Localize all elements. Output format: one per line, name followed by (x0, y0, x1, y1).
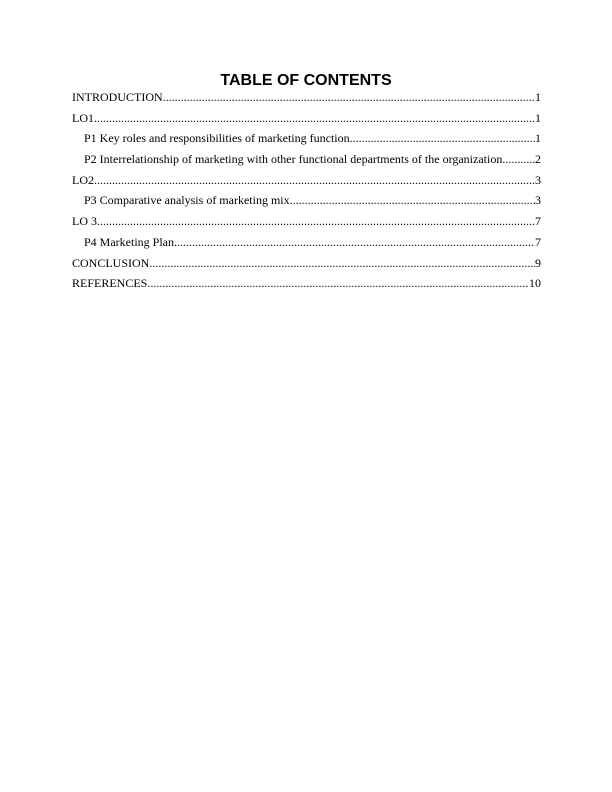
toc-entry-p1[interactable] (72, 131, 541, 152)
toc-entry-label: P3 Comparative analysis of marketing mix (84, 193, 290, 208)
toc-list (72, 90, 541, 297)
dot-leader (149, 256, 535, 271)
toc-entry-page-number: 3 (535, 172, 541, 187)
toc-entry-page-number: 2 (535, 152, 541, 167)
toc-entry-page-number: 7 (535, 214, 541, 229)
dot-leader (147, 276, 529, 291)
toc-entry-page-number: 1 (535, 131, 541, 146)
dot-leader (502, 152, 535, 167)
dot-leader (94, 111, 535, 126)
toc-entry-label: P1 Key roles and responsibilities of marketing function (84, 131, 350, 146)
toc-entry-p2[interactable] (72, 152, 541, 173)
toc-entry-label: CONCLUSION (72, 255, 150, 270)
toc-entry-label: REFERENCES (72, 276, 148, 291)
toc-entry-introduction[interactable] (72, 90, 541, 111)
dot-leader (350, 131, 535, 146)
toc-title: TABLE OF CONTENTS (220, 72, 392, 89)
dot-leader (97, 214, 535, 229)
toc-entry-lo3[interactable] (72, 214, 541, 235)
toc-entry-label: LO2 (72, 172, 94, 187)
dot-leader (163, 90, 535, 105)
toc-entry-references[interactable] (72, 276, 541, 297)
dot-leader (94, 173, 535, 188)
dot-leader (174, 235, 535, 250)
toc-entry-lo1[interactable] (72, 111, 541, 132)
toc-entry-label: INTRODUCTION (72, 90, 163, 104)
toc-entry-p3[interactable] (72, 193, 541, 214)
toc-entry-lo2[interactable] (72, 173, 541, 194)
toc-entry-page-number: 9 (535, 255, 541, 270)
toc-entry-label: LO1 (72, 110, 94, 125)
toc-entry-label: P4 Marketing Plan (84, 234, 174, 249)
dot-leader (290, 193, 535, 208)
toc-entry-conclusion[interactable] (72, 256, 541, 277)
toc-entry-label: P2 Interrelationship of marketing with other functional departments of the organization (84, 152, 503, 167)
toc-entry-page-number: 3 (535, 193, 541, 208)
toc-entry-page-number: 10 (529, 276, 541, 291)
toc-entry-label: LO 3 (72, 214, 97, 229)
toc-entry-page-number: 7 (535, 234, 541, 249)
toc-entry-page-number: 1 (535, 110, 541, 125)
toc-entry-page-number: 1 (535, 90, 541, 104)
toc-entry-p4[interactable] (72, 235, 541, 256)
